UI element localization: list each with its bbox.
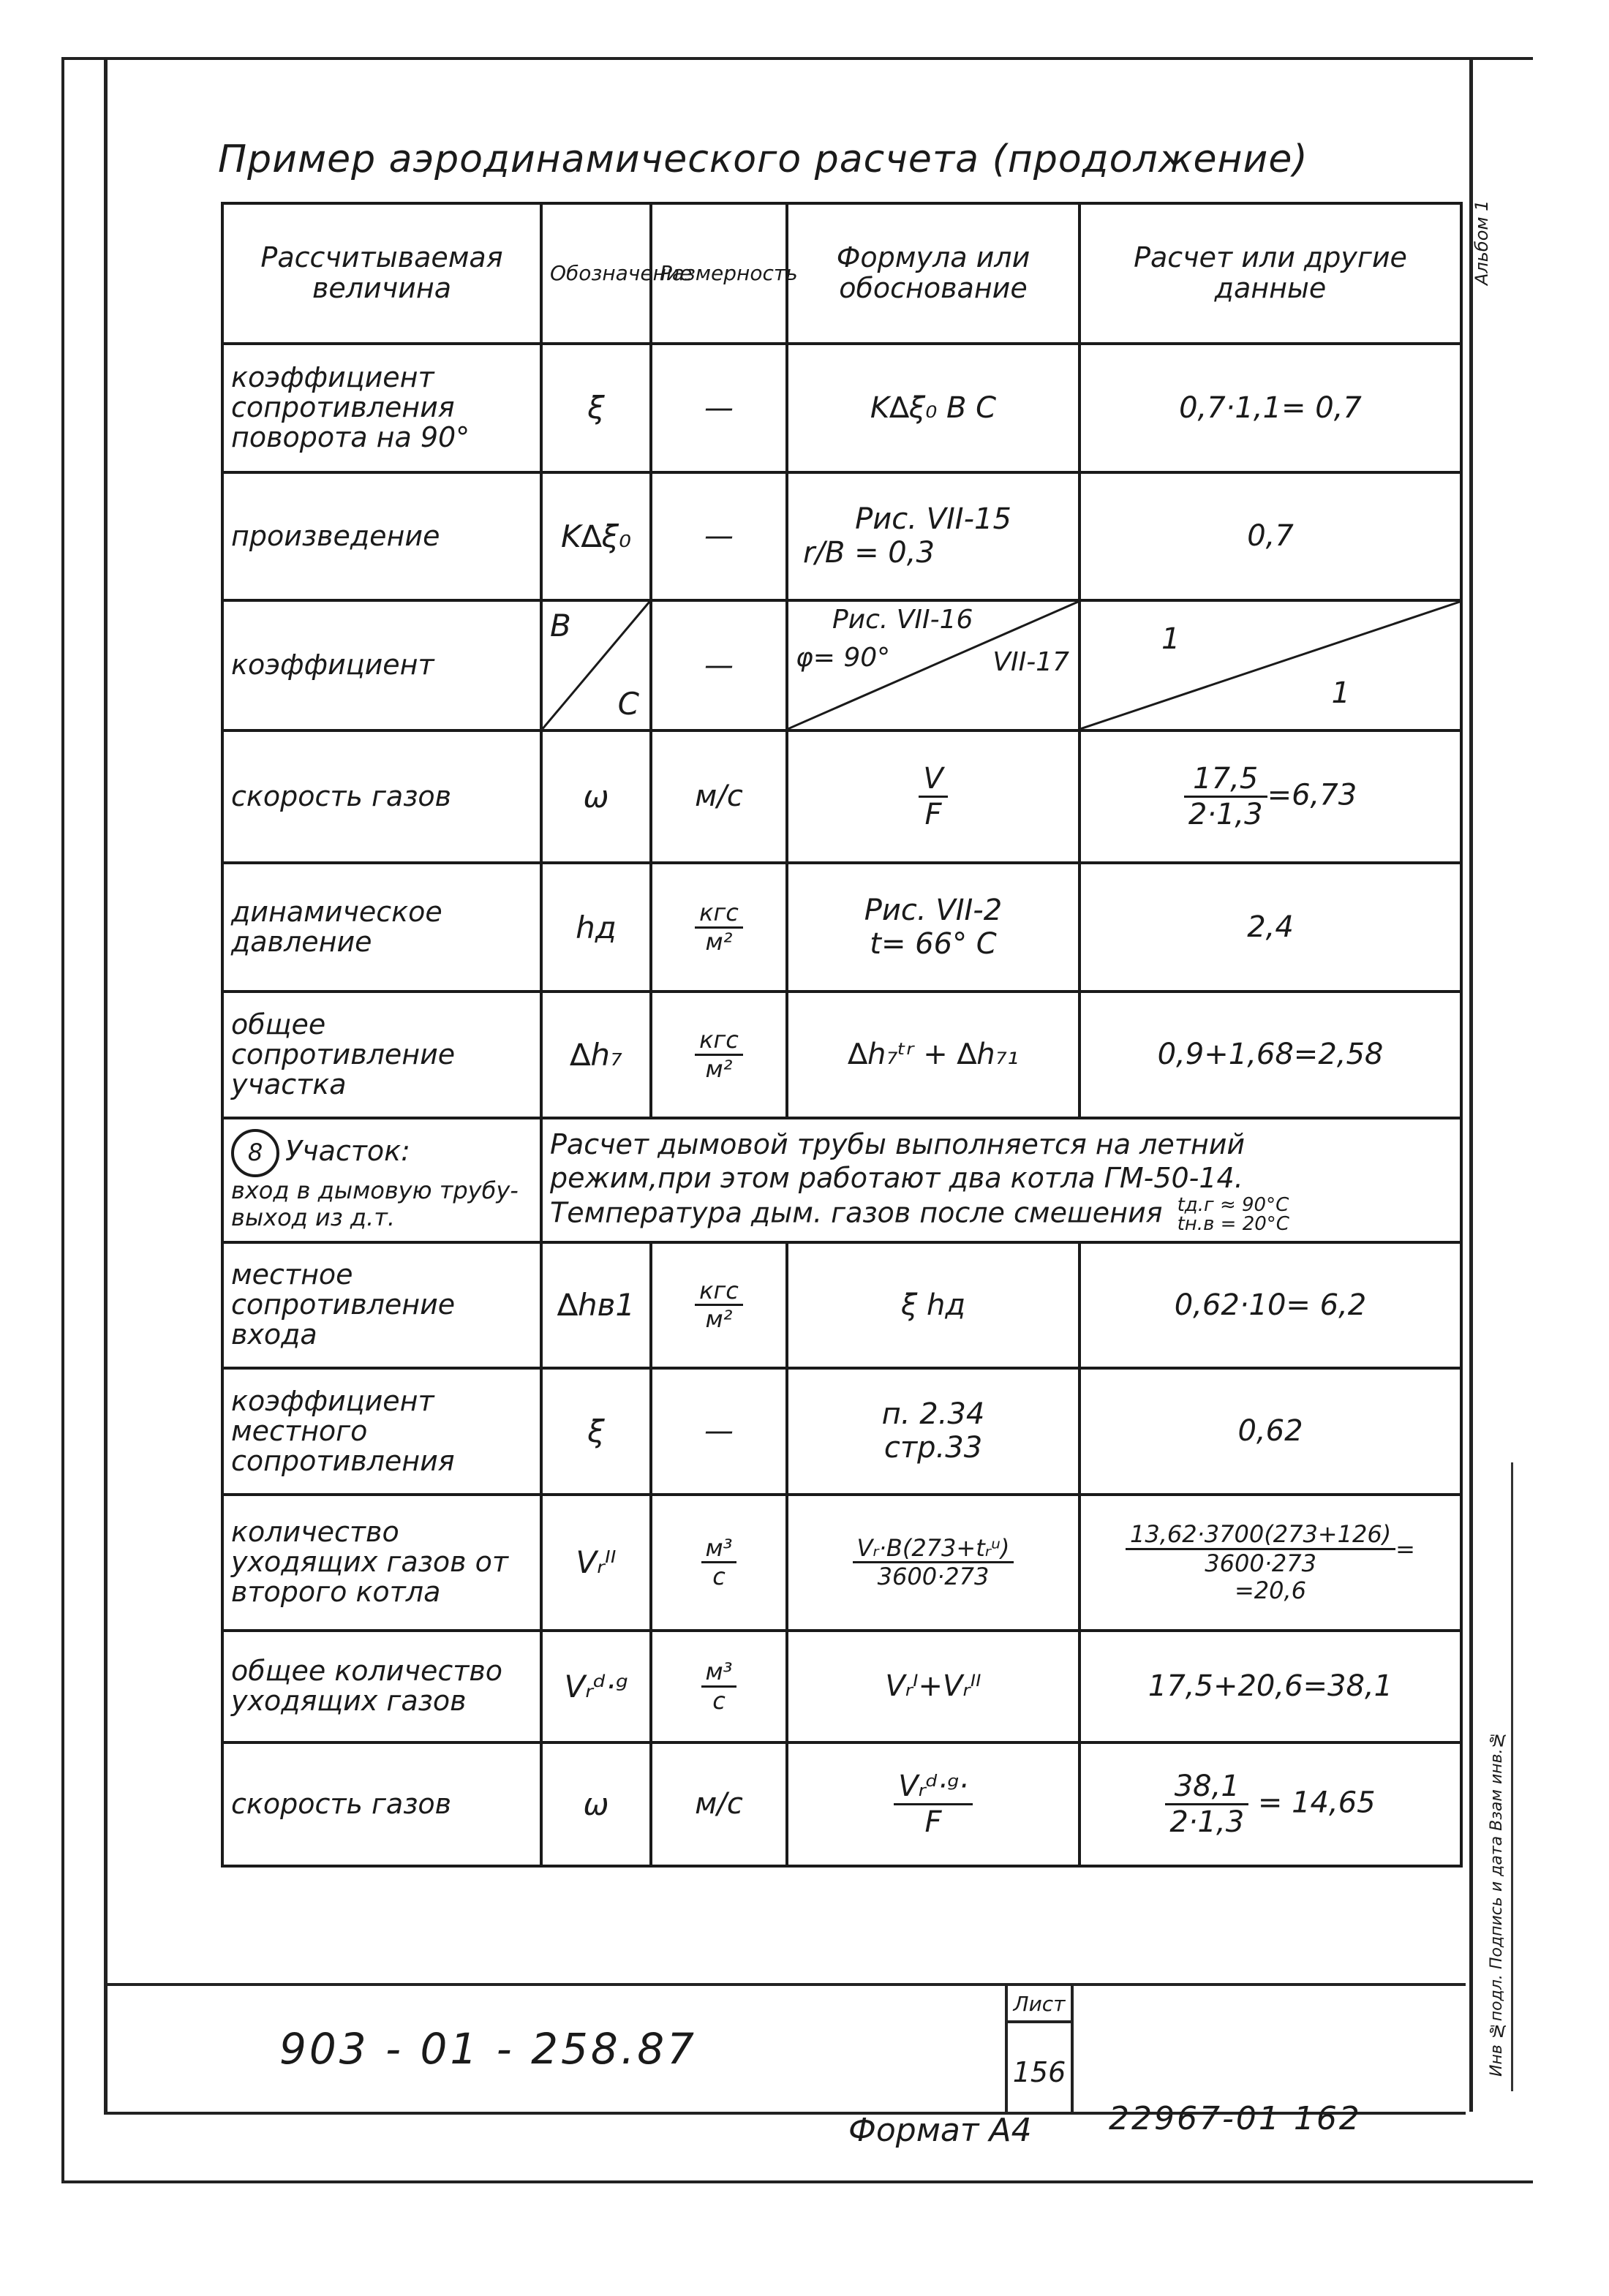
document-code: 903 - 01 - 258.87 (279, 2024, 698, 2074)
formula-fraction: $\frac{\text{Vᵣ·B(273+tᵣᵘ)}}{3600\cdot 273}$ (853, 1535, 1014, 1591)
table-header-row (222, 203, 1461, 344)
formula-ref: Рис. VII-2 (864, 894, 1003, 928)
title-block (104, 1983, 1466, 2115)
formula-page: стр.33 (883, 1431, 983, 1465)
row-result: 0,7·1,1= 0,7 (1079, 344, 1461, 472)
row-result: 2,4 (1079, 863, 1461, 992)
row-symbol: ∆h₇ (541, 992, 651, 1118)
row-symbol: ω (541, 730, 651, 864)
formula-ratio: r/B = 0,3 (803, 536, 935, 570)
row-formula (787, 863, 1079, 992)
row-unit: — (651, 600, 787, 730)
row-name: скорость газов (222, 1742, 541, 1866)
row-unit: — (651, 472, 787, 601)
header-formula: Формула или обоснование (787, 203, 1079, 344)
row-name: коэффициент (222, 600, 541, 730)
sheet-box (1005, 1986, 1074, 2112)
symbol-bottom: C (617, 685, 639, 722)
table-row (222, 600, 1461, 730)
section-text-1: Расчет дымовой трубы выполняется на летний (550, 1128, 1246, 1160)
temperature-pair: tд.г ≈ 90°C tн.в = 20°C (1177, 1193, 1289, 1235)
result-value: = 14,65 (1257, 1786, 1376, 1820)
section-label (222, 1118, 541, 1242)
unit-fraction: $\frac{\text{кгс}}{\text{м²}}$ (695, 899, 743, 956)
result-top: 1 (1161, 622, 1180, 657)
table-row (222, 1242, 1461, 1367)
row-name: коэффициент сопротивления поворота на 90° (222, 344, 541, 472)
unit-fraction: $\frac{\text{м³}}{с}$ (701, 1658, 737, 1715)
row-name: произведение (222, 472, 541, 601)
row-formula (787, 1742, 1079, 1866)
table-row (222, 472, 1461, 601)
formula-ref: Рис. VII-16 (832, 605, 973, 635)
row-formula: ∆h₇ᵗʳ + ∆h₇₁ (787, 992, 1079, 1118)
row-formula: K∆ξ₀ B C (787, 344, 1079, 472)
row-formula: ξ hд (787, 1242, 1079, 1367)
row-result: 0,9+1,68=2,58 (1079, 992, 1461, 1118)
result-value: =6,73 (1267, 778, 1357, 812)
row-result (1079, 730, 1461, 864)
sheet-label: Лист (1008, 1992, 1071, 2023)
row-result (1079, 1742, 1461, 1866)
row-result: 17,5+20,6=38,1 (1079, 1631, 1461, 1742)
row-symbol: K∆ξ₀ (541, 472, 651, 601)
row-unit: м/с (651, 1742, 787, 1866)
row-unit (651, 1631, 787, 1742)
row-unit: — (651, 1368, 787, 1495)
header-symbol: Обозначение (541, 203, 651, 344)
row-unit (651, 1495, 787, 1631)
table-row (222, 863, 1461, 992)
row-unit (651, 1242, 787, 1367)
row-unit: м/с (651, 730, 787, 864)
formula-ref-2: VII-17 (992, 647, 1069, 678)
header-unit: Размерность (651, 203, 787, 344)
result-bottom: 1 (1331, 676, 1350, 710)
header-quantity: Рассчитываемая величина (222, 203, 541, 344)
formula-fraction: $\frac{\text{Vᵣᵈ·ᵍ·}}{F}$ (894, 1770, 973, 1839)
row-symbol: ξ (541, 1368, 651, 1495)
row-unit (651, 992, 787, 1118)
diagonal-line (1081, 602, 1460, 729)
row-formula: Vᵣᴵ+Vᵣᴵᴵ (787, 1631, 1079, 1742)
sheet-number: 156 (1012, 2056, 1066, 2088)
result-fraction: $\frac{17,5}{2\cdot 1,3}$ (1184, 762, 1267, 831)
table-row (222, 1742, 1461, 1866)
result-fraction: $\frac{38,1}{2\cdot 1,3}$ (1165, 1770, 1248, 1839)
table-row (222, 1495, 1461, 1631)
row-symbol: Vᵣᴵᴵ (541, 1495, 651, 1631)
formula-temp: t= 66° C (870, 927, 997, 962)
unit-fraction: $\frac{\text{кгс}}{\text{м²}}$ (695, 1027, 743, 1083)
row-result: 0,7 (1079, 472, 1461, 601)
row-formula (787, 472, 1079, 601)
row-unit (651, 863, 787, 992)
row-name: количество уходящих газов от второго котла (222, 1495, 541, 1631)
page-title: Пример аэродинамического расчета (продолжение) (218, 137, 1308, 181)
row-result: 0,62·10= 6,2 (1079, 1242, 1461, 1367)
calculation-table (221, 202, 1463, 1868)
row-name: скорость газов (222, 730, 541, 864)
table-row (222, 730, 1461, 864)
row-formula (787, 1368, 1079, 1495)
archive-number: 22967-01 162 (1109, 2100, 1362, 2137)
row-result-split (1079, 600, 1461, 730)
section-subtitle: вход в дымовую трубу- выход из д.т. (231, 1177, 519, 1232)
formula-ref: п. 2.34 (881, 1397, 985, 1432)
side-label-inventory: Инв №подл. Подпись и дата Взам инв.№ (1488, 1730, 1506, 2077)
row-symbol: ∆hв1 (541, 1242, 651, 1367)
row-formula (787, 1495, 1079, 1631)
section-number: 8 (231, 1129, 279, 1177)
result-value: =20,6 (1234, 1576, 1307, 1604)
result-fraction: $\frac{13,62\cdot 3700(273+126)}{3600\cdot 273}$ (1126, 1521, 1395, 1577)
row-result (1079, 1495, 1461, 1631)
symbol-top: B (550, 608, 571, 644)
table-row (222, 992, 1461, 1118)
row-name: местное сопротивление входа (222, 1242, 541, 1367)
row-symbol-split (541, 600, 651, 730)
side-label-album: Альбом 1 (1472, 200, 1492, 285)
row-formula (787, 730, 1079, 864)
table-row (222, 344, 1461, 472)
row-symbol: Vᵣᵈ·ᵍ (541, 1631, 651, 1742)
formula-ref: Рис. VII-15 (855, 502, 1011, 537)
row-result: 0,62 (1079, 1368, 1461, 1495)
formula-fraction: $\frac{V}{F}$ (919, 762, 947, 831)
section-title: Участок: (285, 1135, 410, 1168)
row-name: динамическое давление (222, 863, 541, 992)
row-symbol: ω (541, 1742, 651, 1866)
table-row (222, 1368, 1461, 1495)
header-result: Расчет или другие данные (1079, 203, 1461, 344)
section-description (541, 1118, 1461, 1242)
format-label: Формат А4 (848, 2112, 1032, 2149)
table-row (222, 1631, 1461, 1742)
section-text-3: Температура дым. газов после смешения tд.г ≈ 90°C tн.в = 20°C (550, 1193, 1289, 1235)
row-name: общее сопротивление участка (222, 992, 541, 1118)
row-symbol: ξ (541, 344, 651, 472)
row-symbol: hд (541, 863, 651, 992)
result-equals: = (1395, 1535, 1415, 1563)
row-formula-split (787, 600, 1079, 730)
formula-angle: φ= 90° (796, 643, 891, 673)
unit-fraction: $\frac{\text{м³}}{с}$ (701, 1535, 737, 1591)
section-text-2: режим,при этом работают два котла ГМ-50-14. (550, 1162, 1243, 1195)
row-name: общее количество уходящих газов (222, 1631, 541, 1742)
unit-fraction: $\frac{\text{кгс}}{\text{м²}}$ (695, 1277, 743, 1334)
section-row (222, 1118, 1461, 1242)
row-name: коэффициент местного сопротивления (222, 1368, 541, 1495)
row-unit: — (651, 344, 787, 472)
